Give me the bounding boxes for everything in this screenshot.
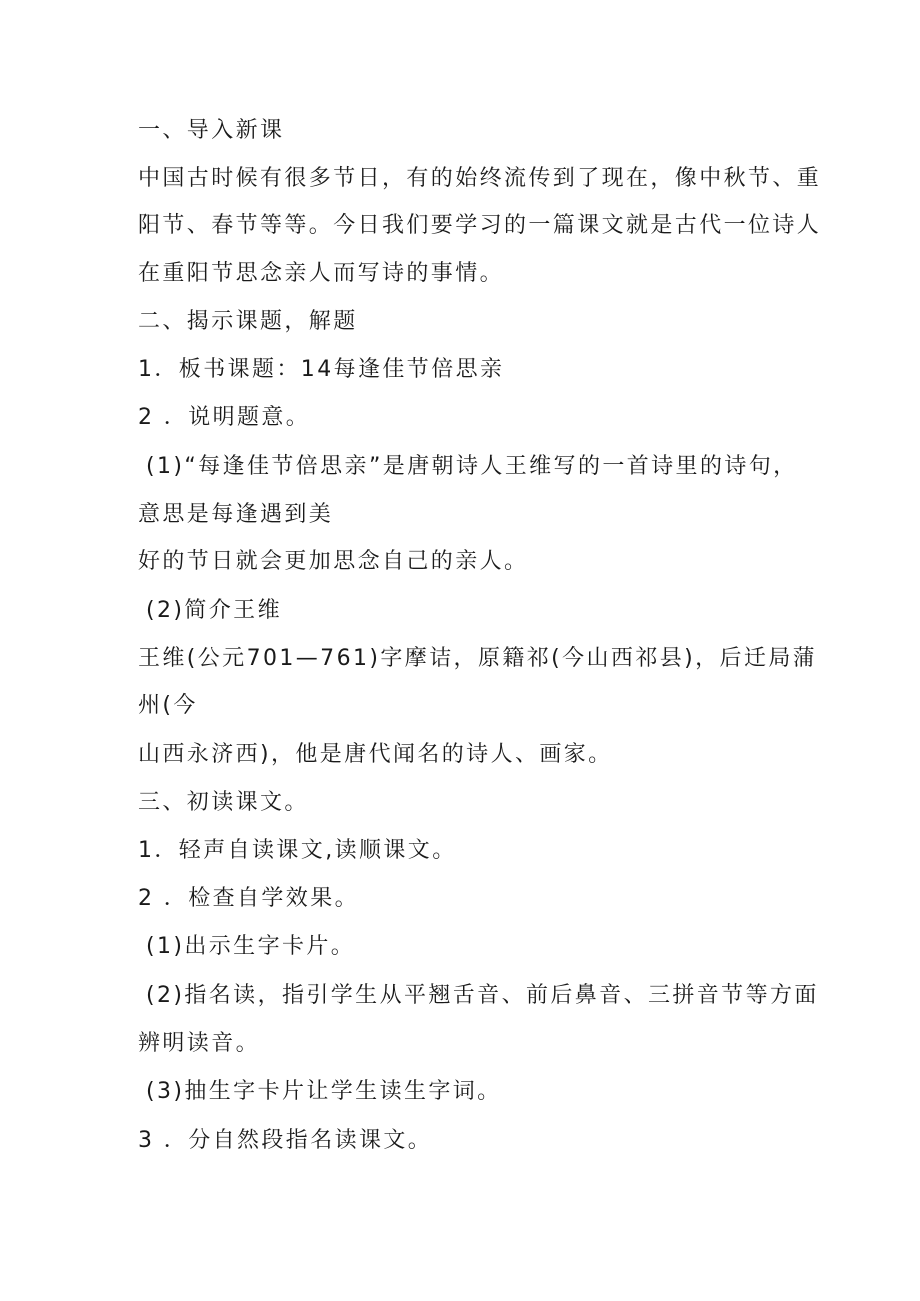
paragraph-line: 州(今 xyxy=(138,693,198,718)
paragraph-line: 阳节、春节等等。今日我们要学习的一篇课文就是古代一位诗人 xyxy=(138,213,822,238)
sub-item: (2)简介王维 xyxy=(146,598,282,623)
heading-first-reading: 三、初读课文。 xyxy=(138,790,309,815)
list-item: 3 ．分自然段指名读课文。 xyxy=(138,1128,433,1153)
paragraph-line: 意思是每逢遇到美 xyxy=(138,502,334,527)
sub-item: (3)抽生字卡片让学生读生字词。 xyxy=(146,1079,502,1104)
heading-reveal-topic: 二、揭示课题，解题 xyxy=(138,309,358,334)
list-item: 1．轻声自读课文,读顺课文。 xyxy=(138,838,457,863)
sub-item: (2)指名读，指引学生从平翘舌音、前后鼻音、三拼音节等方面 xyxy=(146,983,819,1008)
paragraph-line: 在重阳节思念亲人而写诗的事情。 xyxy=(138,261,505,286)
list-item: 1．板书课题：14每逢佳节倍思亲 xyxy=(138,357,505,382)
paragraph-line: 王维(公元701—761)字摩诘，原籍祁(今山西祁县)，后迁局蒲 xyxy=(138,646,818,671)
paragraph-line: 好的节日就会更加思念自己的亲人。 xyxy=(138,549,529,574)
paragraph-line: 辨明读音。 xyxy=(138,1031,261,1056)
list-item: 2 ．说明题意。 xyxy=(138,405,311,430)
sub-item: (1)出示生字卡片。 xyxy=(146,934,356,959)
list-item: 2 ．检查自学效果。 xyxy=(138,886,359,911)
paragraph-line: 中国古时候有很多节日，有的始终流传到了现在，像中秋节、重 xyxy=(138,166,822,191)
sub-item: (1)“每逢佳节倍思亲”是唐朝诗人王维写的一首诗里的诗句， xyxy=(146,454,798,479)
heading-intro: 一、导入新课 xyxy=(138,118,285,143)
paragraph-line: 山西永济西)，他是唐代闻名的诗人、画家。 xyxy=(138,742,613,767)
